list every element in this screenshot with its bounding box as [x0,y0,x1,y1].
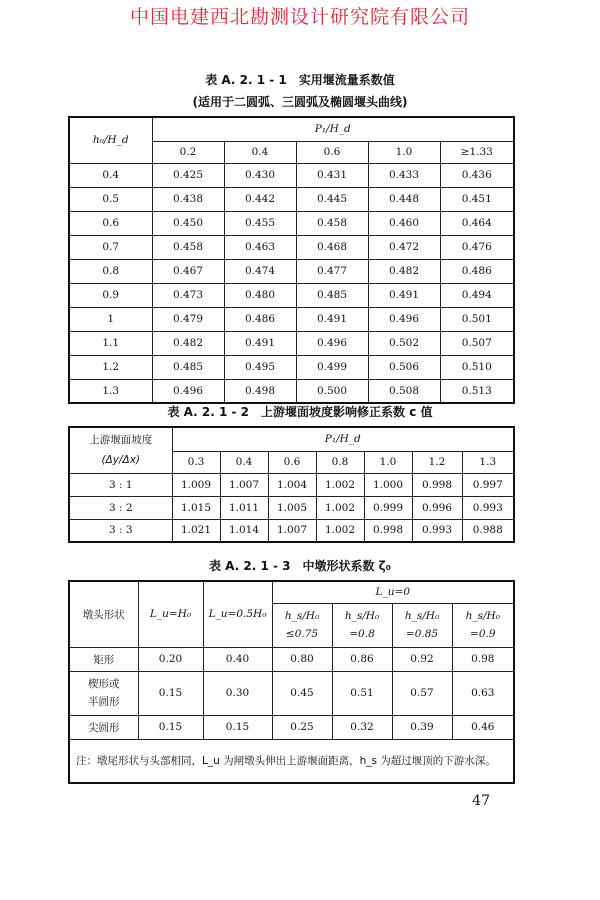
table1-row-key: 1.2 [69,355,152,379]
table1-row [69,307,514,331]
table3-cell: 0.63 [452,671,514,715]
table2-title: 表 A. 2. 1 - 2 上游堰面坡度影响修正系数 c 值 [167,405,433,419]
table3-title: 表 A. 2. 1 - 3 中墩形状系数 ζ₀ [208,559,392,573]
table1-col-header: ≥1.33 [440,141,514,163]
table1-cell: 0.450 [152,211,224,235]
table2-cell: 1.002 [316,473,364,496]
table2-cell: 0.988 [462,519,514,542]
table1-cell: 0.513 [440,379,514,403]
table3-row-shape [69,671,138,715]
table1-title: 表 A. 2. 1 - 1 实用堰流量系数值 [205,73,395,87]
table3-cell: 0.25 [272,715,332,739]
table1-cell: 0.477 [296,259,368,283]
table3-sub-header-line1: h_s/H₀ [404,610,440,622]
table1-col-header: 0.2 [152,141,224,163]
table1-row [69,187,514,211]
table1-cell: 0.431 [296,163,368,187]
table1-cell: 0.445 [296,187,368,211]
table2-col-header: 1.3 [462,451,514,473]
table1-row-key: 0.6 [69,211,152,235]
table3-cell: 0.51 [332,671,392,715]
table3-note: 注：墩尾形状与头部相同，L_u 为闸墩头伸出上游堰面距离，h_s 为超过堰顶的下游水深。 [69,739,514,783]
table1-row-key: 0.8 [69,259,152,283]
table2-cell: 0.993 [412,519,462,542]
table1-cell: 0.494 [440,283,514,307]
table1-cell: 0.506 [368,355,440,379]
table2-corner-header [69,427,172,473]
table1-row-key: 0.7 [69,235,152,259]
table1-cell: 0.510 [440,355,514,379]
table1-cell: 0.430 [224,163,296,187]
table2-row [69,473,514,496]
table2-cell: 0.996 [412,496,462,519]
table1-row-key: 0.9 [69,283,152,307]
table1-cell: 0.460 [368,211,440,235]
table1-cell: 0.496 [296,331,368,355]
table3-cell: 0.20 [138,647,203,671]
table2-cell: 1.015 [172,496,220,519]
table1-cell: 0.476 [440,235,514,259]
table1-col-header: 0.4 [224,141,296,163]
table3-row [69,647,514,671]
table1-cell: 0.458 [296,211,368,235]
table1-cell: 0.425 [152,163,224,187]
table1-cell: 0.473 [152,283,224,307]
table1-subtitle: (适用于二圆弧、三圆弧及椭圆堰头曲线) [192,95,408,109]
table3-row-shape-line2: 半圆形 [88,696,120,708]
table1-cell: 0.485 [296,283,368,307]
table1-cell: 0.448 [368,187,440,211]
table3-sub-header-line2: =0.85 [405,628,439,640]
table2-col-header: 0.8 [316,451,364,473]
table3-row [69,715,514,739]
table3-sub-header [392,603,452,647]
table3-cell: 0.92 [392,647,452,671]
table3-row-shape: 矩形 [69,647,138,671]
table2-col-header: 1.2 [412,451,462,473]
table1-cell: 0.500 [296,379,368,403]
table2-cell: 1.002 [316,519,364,542]
table3-cell: 0.39 [392,715,452,739]
table3-row-shape-line1: 楔形或 [88,678,120,690]
table3-sub-header [272,603,332,647]
table1-row [69,379,514,403]
table1-group-header: P₁/H_d [152,117,514,141]
table1-row-key: 1.3 [69,379,152,403]
table3-corner-header: 墩头形状 [69,581,138,647]
table3-sub-header-line1: h_s/H₀ [465,610,500,622]
table1-cell: 0.433 [368,163,440,187]
table1-cell: 0.464 [440,211,514,235]
table2-col-header: 1.0 [364,451,412,473]
table3 [68,580,515,784]
table1-cell: 0.479 [152,307,224,331]
table3-sub-header-line2: =0.9 [470,628,496,640]
table3-col-lu-05h0: L_u=0.5H₀ [203,581,272,647]
table3-sub-header-line2: =0.8 [349,628,375,640]
table3-sub-header [452,603,514,647]
table1-cell: 0.507 [440,331,514,355]
table2-col-header: 0.4 [220,451,268,473]
table2-cell: 1.005 [268,496,316,519]
table1-cell: 0.501 [440,307,514,331]
table2-cell: 0.998 [412,473,462,496]
table2-col-header: 0.6 [268,451,316,473]
table1-row-key: 0.5 [69,187,152,211]
table2-cell: 0.997 [462,473,514,496]
table3-cell: 0.32 [332,715,392,739]
table1-cell: 0.491 [368,283,440,307]
table1-cell: 0.498 [224,379,296,403]
table3-cell: 0.15 [203,715,272,739]
table1-cell: 0.495 [224,355,296,379]
table2-row-key: 3 : 1 [69,473,172,496]
table2-cell: 1.002 [316,496,364,519]
table3-cell: 0.40 [203,647,272,671]
table1-cell: 0.491 [296,307,368,331]
table1-row [69,355,514,379]
table1 [68,116,515,404]
table3-cell: 0.46 [452,715,514,739]
table1-cell: 0.496 [368,307,440,331]
table2 [68,426,515,543]
table3-sub-header-line1: h_s/H₀ [284,610,320,622]
table2-cell: 1.007 [220,473,268,496]
table1-cell: 0.480 [224,283,296,307]
table2-row [69,496,514,519]
table2-cell: 0.999 [364,496,412,519]
table1-cell: 0.486 [224,307,296,331]
table1-row [69,283,514,307]
table1-row [69,163,514,187]
table1-cell: 0.438 [152,187,224,211]
table1-row [69,331,514,355]
table1-corner-header: h₀/H_d [69,117,152,163]
table2-cell: 1.011 [220,496,268,519]
table1-cell: 0.502 [368,331,440,355]
table3-cell: 0.15 [138,671,203,715]
table1-cell: 0.508 [368,379,440,403]
table1-cell: 0.474 [224,259,296,283]
table2-cell: 0.993 [462,496,514,519]
table2-cell: 1.021 [172,519,220,542]
table1-col-header: 0.6 [296,141,368,163]
table3-cell: 0.86 [332,647,392,671]
table1-cell: 0.482 [152,331,224,355]
table2-corner-line2: (Δy/Δx) [101,454,141,467]
table1-cell: 0.491 [224,331,296,355]
table3-col-lu-h0: L_u=H₀ [138,581,203,647]
table1-cell: 0.485 [152,355,224,379]
table3-row [69,671,514,715]
table1-row [69,259,514,283]
table3-cell: 0.80 [272,647,332,671]
table2-row-key: 3 : 2 [69,496,172,519]
table1-cell: 0.496 [152,379,224,403]
table3-row-shape: 尖圆形 [69,715,138,739]
watermark-company-name: 中国电建西北勘测设计研究院有限公司 [129,6,470,28]
table3-cell: 0.45 [272,671,332,715]
table1-cell: 0.482 [368,259,440,283]
table1-cell: 0.455 [224,211,296,235]
table1-cell: 0.499 [296,355,368,379]
table1-row-key: 1.1 [69,331,152,355]
table2-cell: 1.014 [220,519,268,542]
table1-row [69,211,514,235]
table3-cell: 0.57 [392,671,452,715]
table3-cell: 0.30 [203,671,272,715]
table1-cell: 0.472 [368,235,440,259]
table1-cell: 0.451 [440,187,514,211]
table2-row [69,519,514,542]
table1-cell: 0.458 [152,235,224,259]
table2-cell: 1.000 [364,473,412,496]
table3-sub-header-line1: h_s/H₀ [344,610,380,622]
table1-cell: 0.486 [440,259,514,283]
table2-col-header: 0.3 [172,451,220,473]
table1-cell: 0.463 [224,235,296,259]
table1-cell: 0.467 [152,259,224,283]
table1-cell: 0.436 [440,163,514,187]
table3-cell: 0.98 [452,647,514,671]
table1-col-header: 1.0 [368,141,440,163]
table2-cell: 0.998 [364,519,412,542]
table1-row [69,235,514,259]
table2-cell: 1.007 [268,519,316,542]
table1-cell: 0.468 [296,235,368,259]
table1-row-key: 1 [69,307,152,331]
table3-sub-header-line2: ≤0.75 [285,628,319,640]
table3-sub-header [332,603,392,647]
table1-cell: 0.442 [224,187,296,211]
table2-cell: 1.009 [172,473,220,496]
table3-group-header: L_u=0 [272,581,514,603]
table3-cell: 0.15 [138,715,203,739]
table1-row-key: 0.4 [69,163,152,187]
table2-cell: 1.004 [268,473,316,496]
table2-group-header: P₁/H_d [172,427,514,451]
page-number: 47 [472,793,490,809]
table2-row-key: 3 : 3 [69,519,172,542]
table2-corner-line1: 上游堰面坡度 [89,434,153,447]
